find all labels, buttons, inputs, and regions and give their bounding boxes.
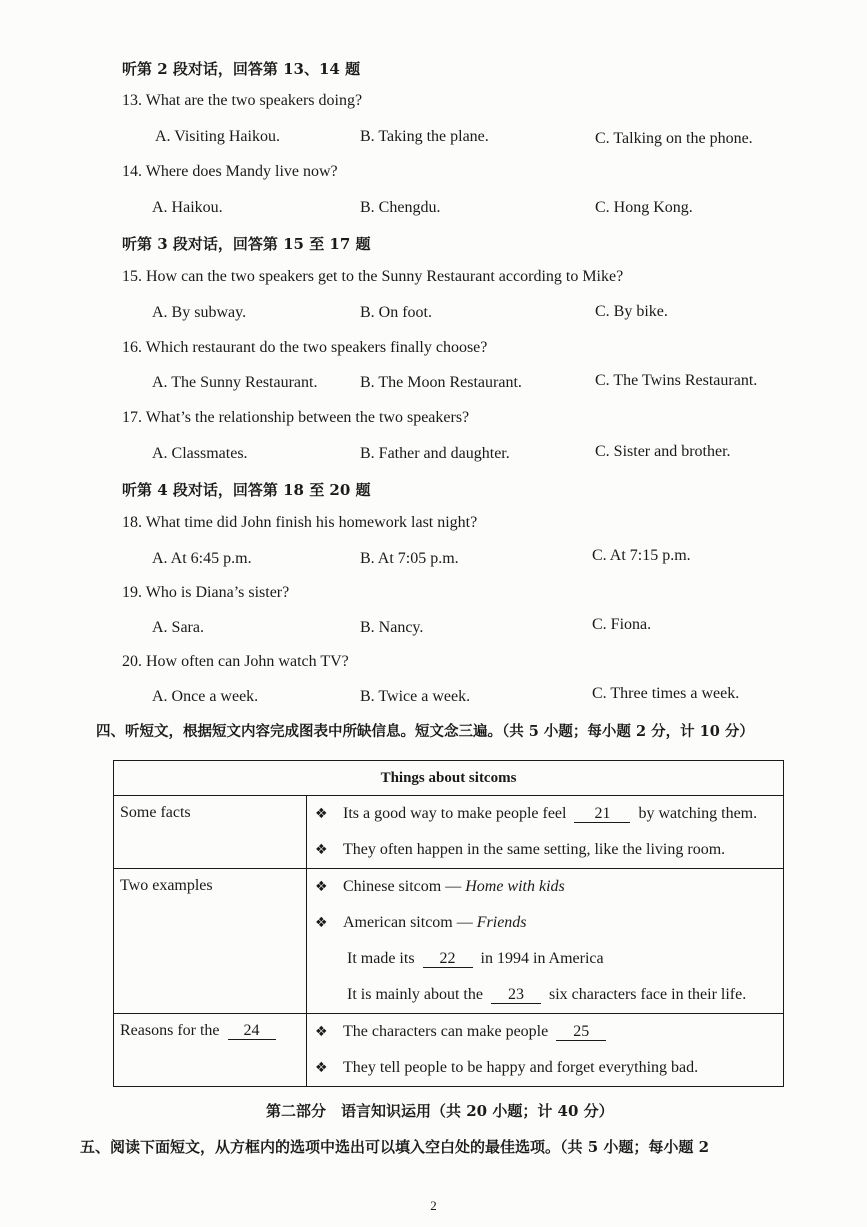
examples-cell xyxy=(307,869,784,1014)
option-13b: B. Taking the plane. xyxy=(360,128,489,145)
option-17c: C. Sister and brother. xyxy=(595,443,731,460)
option-13a: A. Visiting Haikou. xyxy=(155,128,280,145)
option-15c: C. By bike. xyxy=(595,303,668,320)
option-20c: C. Three times a week. xyxy=(592,685,740,702)
example-2 xyxy=(307,905,783,941)
example-2-detail-2 xyxy=(307,977,783,1013)
option-18c: C. At 7:15 p.m. xyxy=(592,547,691,564)
example-1-title: Home with kids xyxy=(465,878,565,895)
option-15a: A. By subway. xyxy=(152,304,247,321)
row-label-examples-text: Two examples xyxy=(120,877,213,894)
sitcom-info-table xyxy=(113,760,784,1087)
bullet-icon: ❖ xyxy=(315,1060,328,1076)
example-1 xyxy=(307,869,783,905)
blank-23[interactable]: 23 xyxy=(491,987,541,1004)
bullet-icon: ❖ xyxy=(315,879,328,895)
example-2-title: Friends xyxy=(476,914,527,931)
reason-1-pre: The characters can make people xyxy=(343,1023,549,1040)
reason-2-text: They tell people to be happy and forget everything bad. xyxy=(343,1059,699,1076)
row-label-facts xyxy=(114,796,307,869)
option-16c: C. The Twins Restaurant. xyxy=(595,372,758,389)
detail-2-post: six characters face in their life. xyxy=(548,986,747,1003)
fact-2-text: They often happen in the same setting, like the living room. xyxy=(343,841,726,858)
blank-25[interactable]: 25 xyxy=(556,1024,606,1041)
facts-cell xyxy=(307,796,784,869)
fact-2 xyxy=(307,832,783,868)
reason-1 xyxy=(307,1014,783,1050)
row-label-reasons-text: Reasons for the xyxy=(120,1022,220,1039)
question-19: 19. Who is Diana’s sister? xyxy=(122,584,290,601)
row-label-facts-text: Some facts xyxy=(120,804,191,821)
detail-1-pre: It made its xyxy=(347,950,415,967)
bullet-icon: ❖ xyxy=(315,915,328,931)
option-15b: B. On foot. xyxy=(360,304,432,321)
table-title-text: Things about sitcoms xyxy=(380,770,517,786)
option-19a: A. Sara. xyxy=(152,619,204,636)
blank-24[interactable]: 24 xyxy=(228,1023,276,1040)
option-19c: C. Fiona. xyxy=(592,616,652,633)
example-2-pre: American sitcom — xyxy=(343,914,477,931)
fact-1-text-pre: Its a good way to make people feel xyxy=(343,805,567,822)
question-18: 18. What time did John finish his homework last night? xyxy=(122,514,478,531)
option-20a: A. Once a week. xyxy=(152,688,259,705)
part5-instruction: 五、阅读下面短文，从方框内的选项中选出可以填入空白处的最佳选项。（共 5 小题；每小题 2 xyxy=(80,1138,710,1156)
part2-heading: 第二部分 语言知识运用（共 20 小题；计 40 分） xyxy=(266,1102,614,1120)
dialogue-3-heading: 听第 3 段对话，回答第 15 至 17 题 xyxy=(122,235,371,253)
option-14a: A. Haikou. xyxy=(152,199,223,216)
fact-1-text-post: by watching them. xyxy=(638,805,758,822)
row-label-examples xyxy=(114,869,307,1014)
option-17a: A. Classmates. xyxy=(152,445,248,462)
option-14b: B. Chengdu. xyxy=(360,199,441,216)
bullet-icon: ❖ xyxy=(315,806,328,822)
option-16b: B. The Moon Restaurant. xyxy=(360,374,522,391)
page-number: 2 xyxy=(430,1198,437,1213)
table-title xyxy=(114,761,784,796)
dialogue-2-heading: 听第 2 段对话，回答第 13、14 题 xyxy=(122,60,361,78)
example-1-pre: Chinese sitcom — xyxy=(343,878,466,895)
bullet-icon: ❖ xyxy=(315,842,328,858)
bullet-icon: ❖ xyxy=(315,1024,328,1040)
question-17: 17. What’s the relationship between the two speakers? xyxy=(122,409,470,426)
part4-instruction: 四、听短文，根据短文内容完成图表中所缺信息。短文念三遍。（共 5 小题；每小题 2 分，计 10 分） xyxy=(96,723,754,740)
detail-1-post: in 1994 in America xyxy=(480,950,604,967)
reasons-cell xyxy=(307,1014,784,1087)
option-16a: A. The Sunny Restaurant. xyxy=(152,374,318,391)
blank-22[interactable]: 22 xyxy=(423,951,473,968)
dialogue-4-heading: 听第 4 段对话，回答第 18 至 20 题 xyxy=(122,481,371,499)
option-14c: C. Hong Kong. xyxy=(595,199,693,216)
question-20: 20. How often can John watch TV? xyxy=(122,653,349,670)
row-label-reasons xyxy=(114,1014,307,1087)
question-15: 15. How can the two speakers get to the Sunny Restaurant according to Mike? xyxy=(122,268,624,285)
option-17b: B. Father and daughter. xyxy=(360,445,510,462)
example-2-detail-1 xyxy=(307,941,783,977)
option-18a: A. At 6:45 p.m. xyxy=(152,550,252,567)
option-20b: B. Twice a week. xyxy=(360,688,471,705)
blank-21[interactable]: 21 xyxy=(574,806,630,823)
option-18b: B. At 7:05 p.m. xyxy=(360,550,459,567)
question-16: 16. Which restaurant do the two speakers finally choose? xyxy=(122,339,488,356)
detail-2-pre: It is mainly about the xyxy=(347,986,483,1003)
question-14: 14. Where does Mandy live now? xyxy=(122,163,338,180)
question-13: 13. What are the two speakers doing? xyxy=(122,92,363,109)
reason-2 xyxy=(307,1050,783,1086)
option-13c: C. Talking on the phone. xyxy=(595,130,753,147)
option-19b: B. Nancy. xyxy=(360,619,424,636)
fact-1 xyxy=(307,796,783,832)
